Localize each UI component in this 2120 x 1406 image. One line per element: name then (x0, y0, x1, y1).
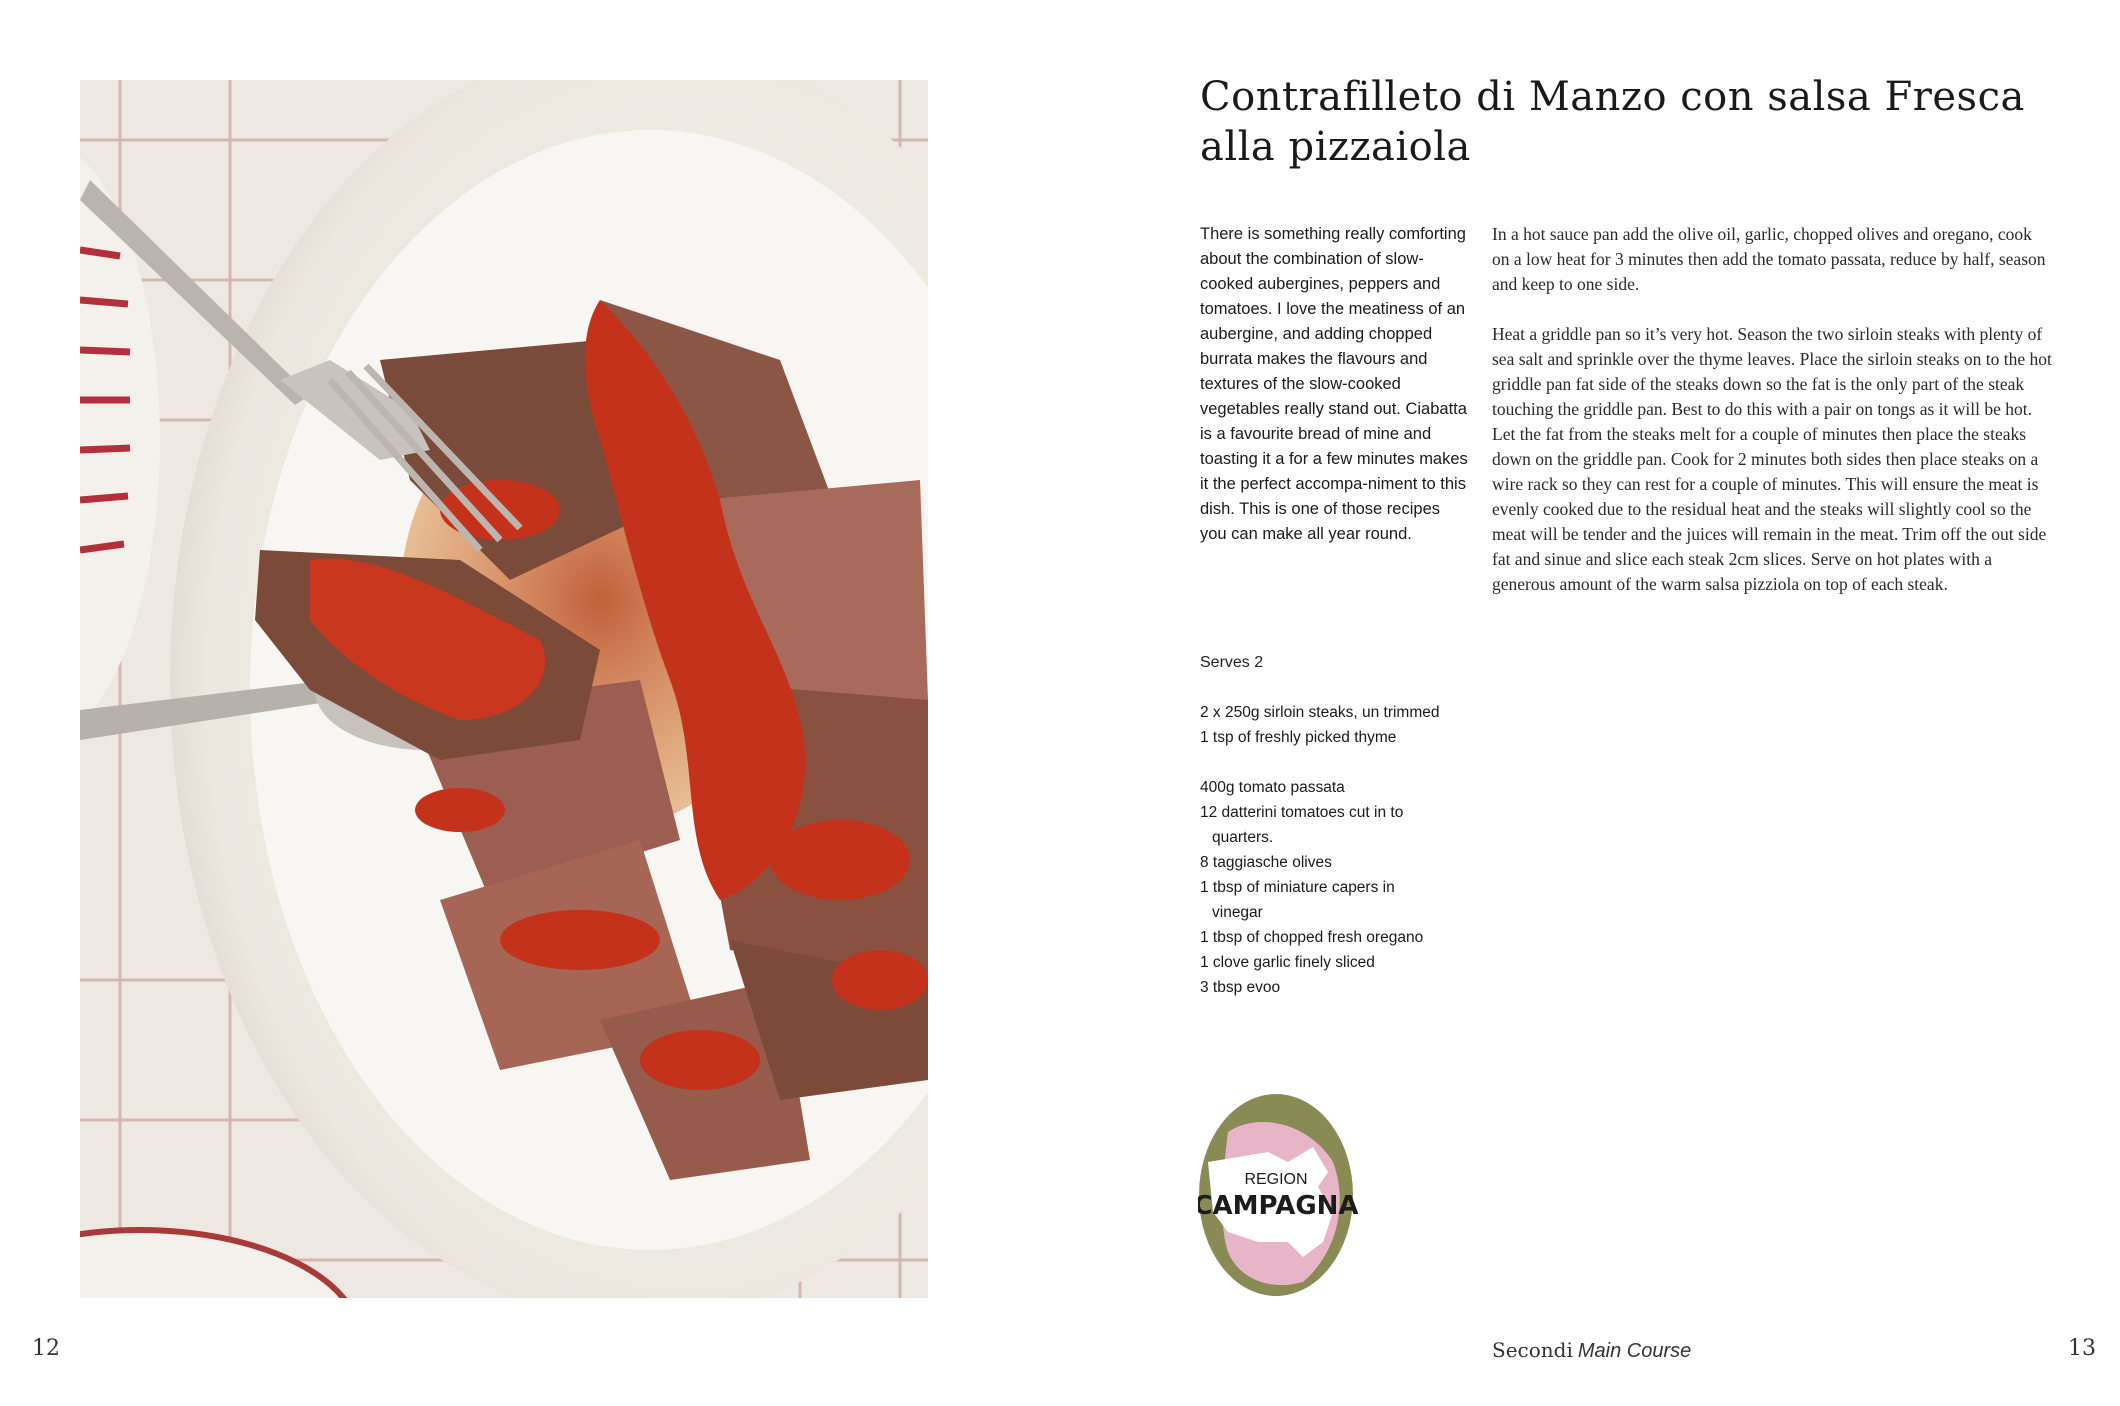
ingredient-item: 8 taggiasche olives (1200, 854, 1332, 871)
dish-photo (80, 80, 928, 1298)
section-name: Secondi (1492, 1338, 1573, 1362)
ingredient-item-continuation: vinegar (1212, 904, 1263, 921)
ingredient-item: 1 tsp of freshly picked thyme (1200, 729, 1397, 746)
method-step-1: In a hot sauce pan add the olive oil, garlic, chopped olives and oregano, cook on a low heat for 3 minutes then add the tomato passata, reduce by half, season and keep to one side. (1492, 224, 2046, 294)
method-step-2: Heat a griddle pan so it’s very hot. Season the two sirloin steaks with plenty of sea salt and sprinkle over the thyme leaves. Place the sirloin steaks on to the hot griddle pan fat side of the steaks down so the fat is the only part of the steak touching the griddle pan. Best to do this with a pair on tongs as it will be hot. Let the fat from the steaks melt for a couple of minutes then place the steaks down on the griddle pan. Cook for 2 minutes both sides then place steaks on a wire rack so they can rest for a couple of minutes. This will ensure the meat is evenly cooked due to the residual heat and the steaks will slightly cool so the meat will be tender and the juices will remain in the meat. Trim off the out side fat and sinue and slice each steak 2cm slices. Serve on hot plates with a generous amount of the warm salsa pizziola on top of each steak. (1492, 324, 2052, 594)
recipe-method (1492, 222, 2052, 622)
ingredient-item: 1 tbsp of miniature capers in (1200, 879, 1395, 896)
recipe-title: Contrafilleto di Manzo con salsa Fresca alla pizzaiola (1200, 74, 2025, 170)
badge-line1: REGION (1244, 1171, 1308, 1188)
steak-plate-illustration (80, 80, 928, 1298)
ingredient-item: 1 clove garlic finely sliced (1200, 954, 1375, 971)
page-number-left: 12 (32, 1336, 60, 1361)
course-name: Main Course (1577, 1340, 1692, 1362)
ingredient-item-continuation: quarters. (1212, 829, 1274, 846)
ingredient-item: 1 tbsp of chopped fresh oregano (1200, 929, 1424, 946)
badge-line2: CAMPAGNA (1198, 1191, 1358, 1221)
region-badge (1198, 1092, 1358, 1298)
ingredient-item: 12 datterini tomatoes cut in to (1200, 804, 1404, 821)
ingredient-item: 400g tomato passata (1200, 779, 1345, 796)
serves-label: Serves 2 (1200, 654, 1264, 671)
recipe-intro (1200, 222, 1470, 547)
page-number-right: 13 (2068, 1336, 2096, 1361)
section-label (1492, 1338, 1691, 1363)
ingredient-item: 2 x 250g sirloin steaks, un trimmed (1200, 704, 1440, 721)
ingredient-item: 3 tbsp evoo (1200, 979, 1281, 996)
ingredients-steak-list (1200, 700, 1470, 750)
intro-text: There is something really comforting about the combination of slow-cooked aubergines, peppers and tomatoes. I love the meatiness of an aubergine, and adding chopped burrata makes the flavours and textures of the slow-cooked vegetables really stand out. Ciabatta is a favourite bread of mine and toasting it a for a few minutes makes it the perfect accompa-niment to this dish. This is one of those recipes you can make all year round. (1200, 225, 1468, 543)
ingredients-sauce-list (1200, 775, 1470, 1000)
